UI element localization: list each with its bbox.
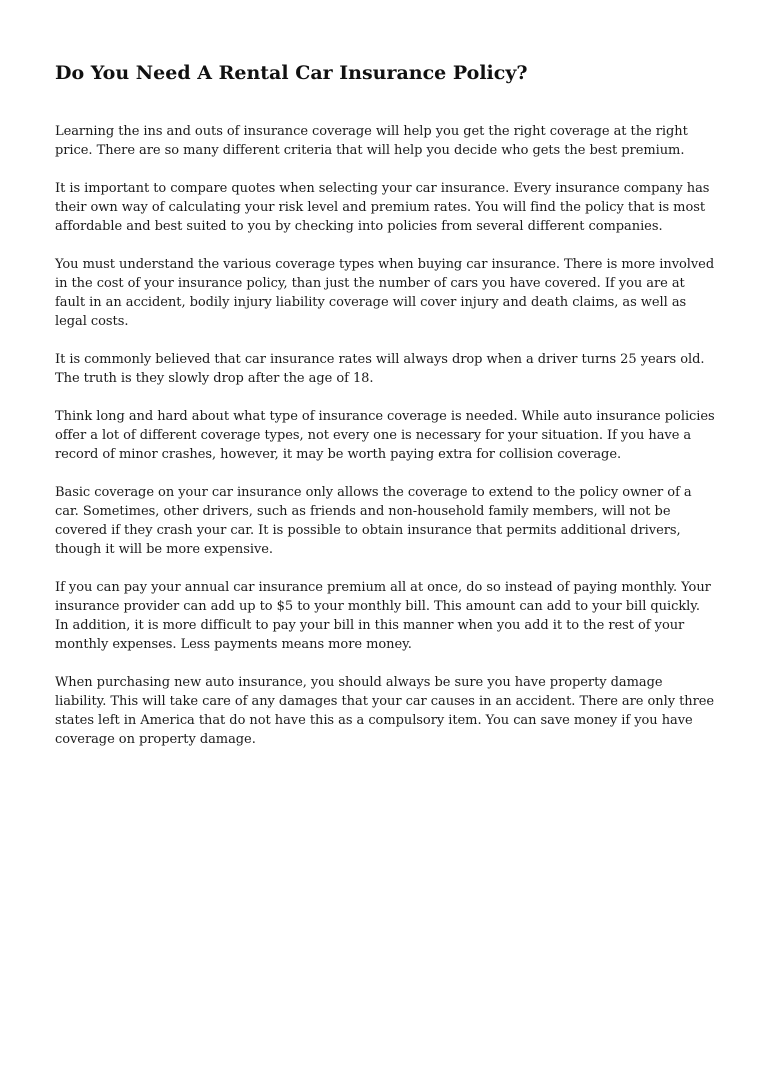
paragraph-6: Basic coverage on your car insurance only allows the coverage to extend to the policy owner of a car. Sometimes, other drivers, such as friends and non-household family members, will not be covered if they crash your car. It is possible to obtain insurance that permits additional drivers, though it will be more expensive. (55, 485, 692, 557)
paragraph-4: It is commonly believed that car insurance rates will always drop when a driver turns 25 years old. The truth is they slowly drop after the age of 18. (55, 352, 705, 386)
paragraph-8: When purchasing new auto insurance, you should always be sure you have property damage liability. This will take care of any damages that your car causes in an accident. There are only three states left in America that do not have this as a compulsory item. You can save money if you have coverage on property damage. (55, 675, 715, 747)
paragraph-3: You must understand the various coverage types when buying car insurance. There is more involved in the cost of your insurance policy, than just the number of cars you have covered. If you are at fault in an accident, bodily injury liability coverage will cover injury and death claims, as well as legal costs. (55, 257, 715, 329)
document-page (55, 58, 715, 768)
paragraph-7: If you can pay your annual car insurance premium all at once, do so instead of paying monthly. Your insurance provider can add up to $5 to your monthly bill. This amount can add to your bill quickly. In addition, it is more difficult to pay your bill in this manner when you add it to the rest of your monthly expenses. Less payments means more money. (55, 580, 711, 652)
paragraph-1: Learning the ins and outs of insurance coverage will help you get the right coverage at the right price. There are so many different criteria that will help you decide who gets the best premium. (55, 124, 688, 158)
paragraph-2: It is important to compare quotes when selecting your car insurance. Every insurance company has their own way of calculating your risk level and premium rates. You will find the policy that is most affordable and best suited to you by checking into policies from several different companies. (55, 181, 710, 234)
paragraph-5: Think long and hard about what type of insurance coverage is needed. While auto insurance policies offer a lot of different coverage types, not every one is necessary for your situation. If you have a record of minor crashes, however, it may be worth paying extra for collision coverage. (55, 409, 715, 462)
document-title: Do You Need A Rental Car Insurance Policy? (55, 62, 528, 84)
